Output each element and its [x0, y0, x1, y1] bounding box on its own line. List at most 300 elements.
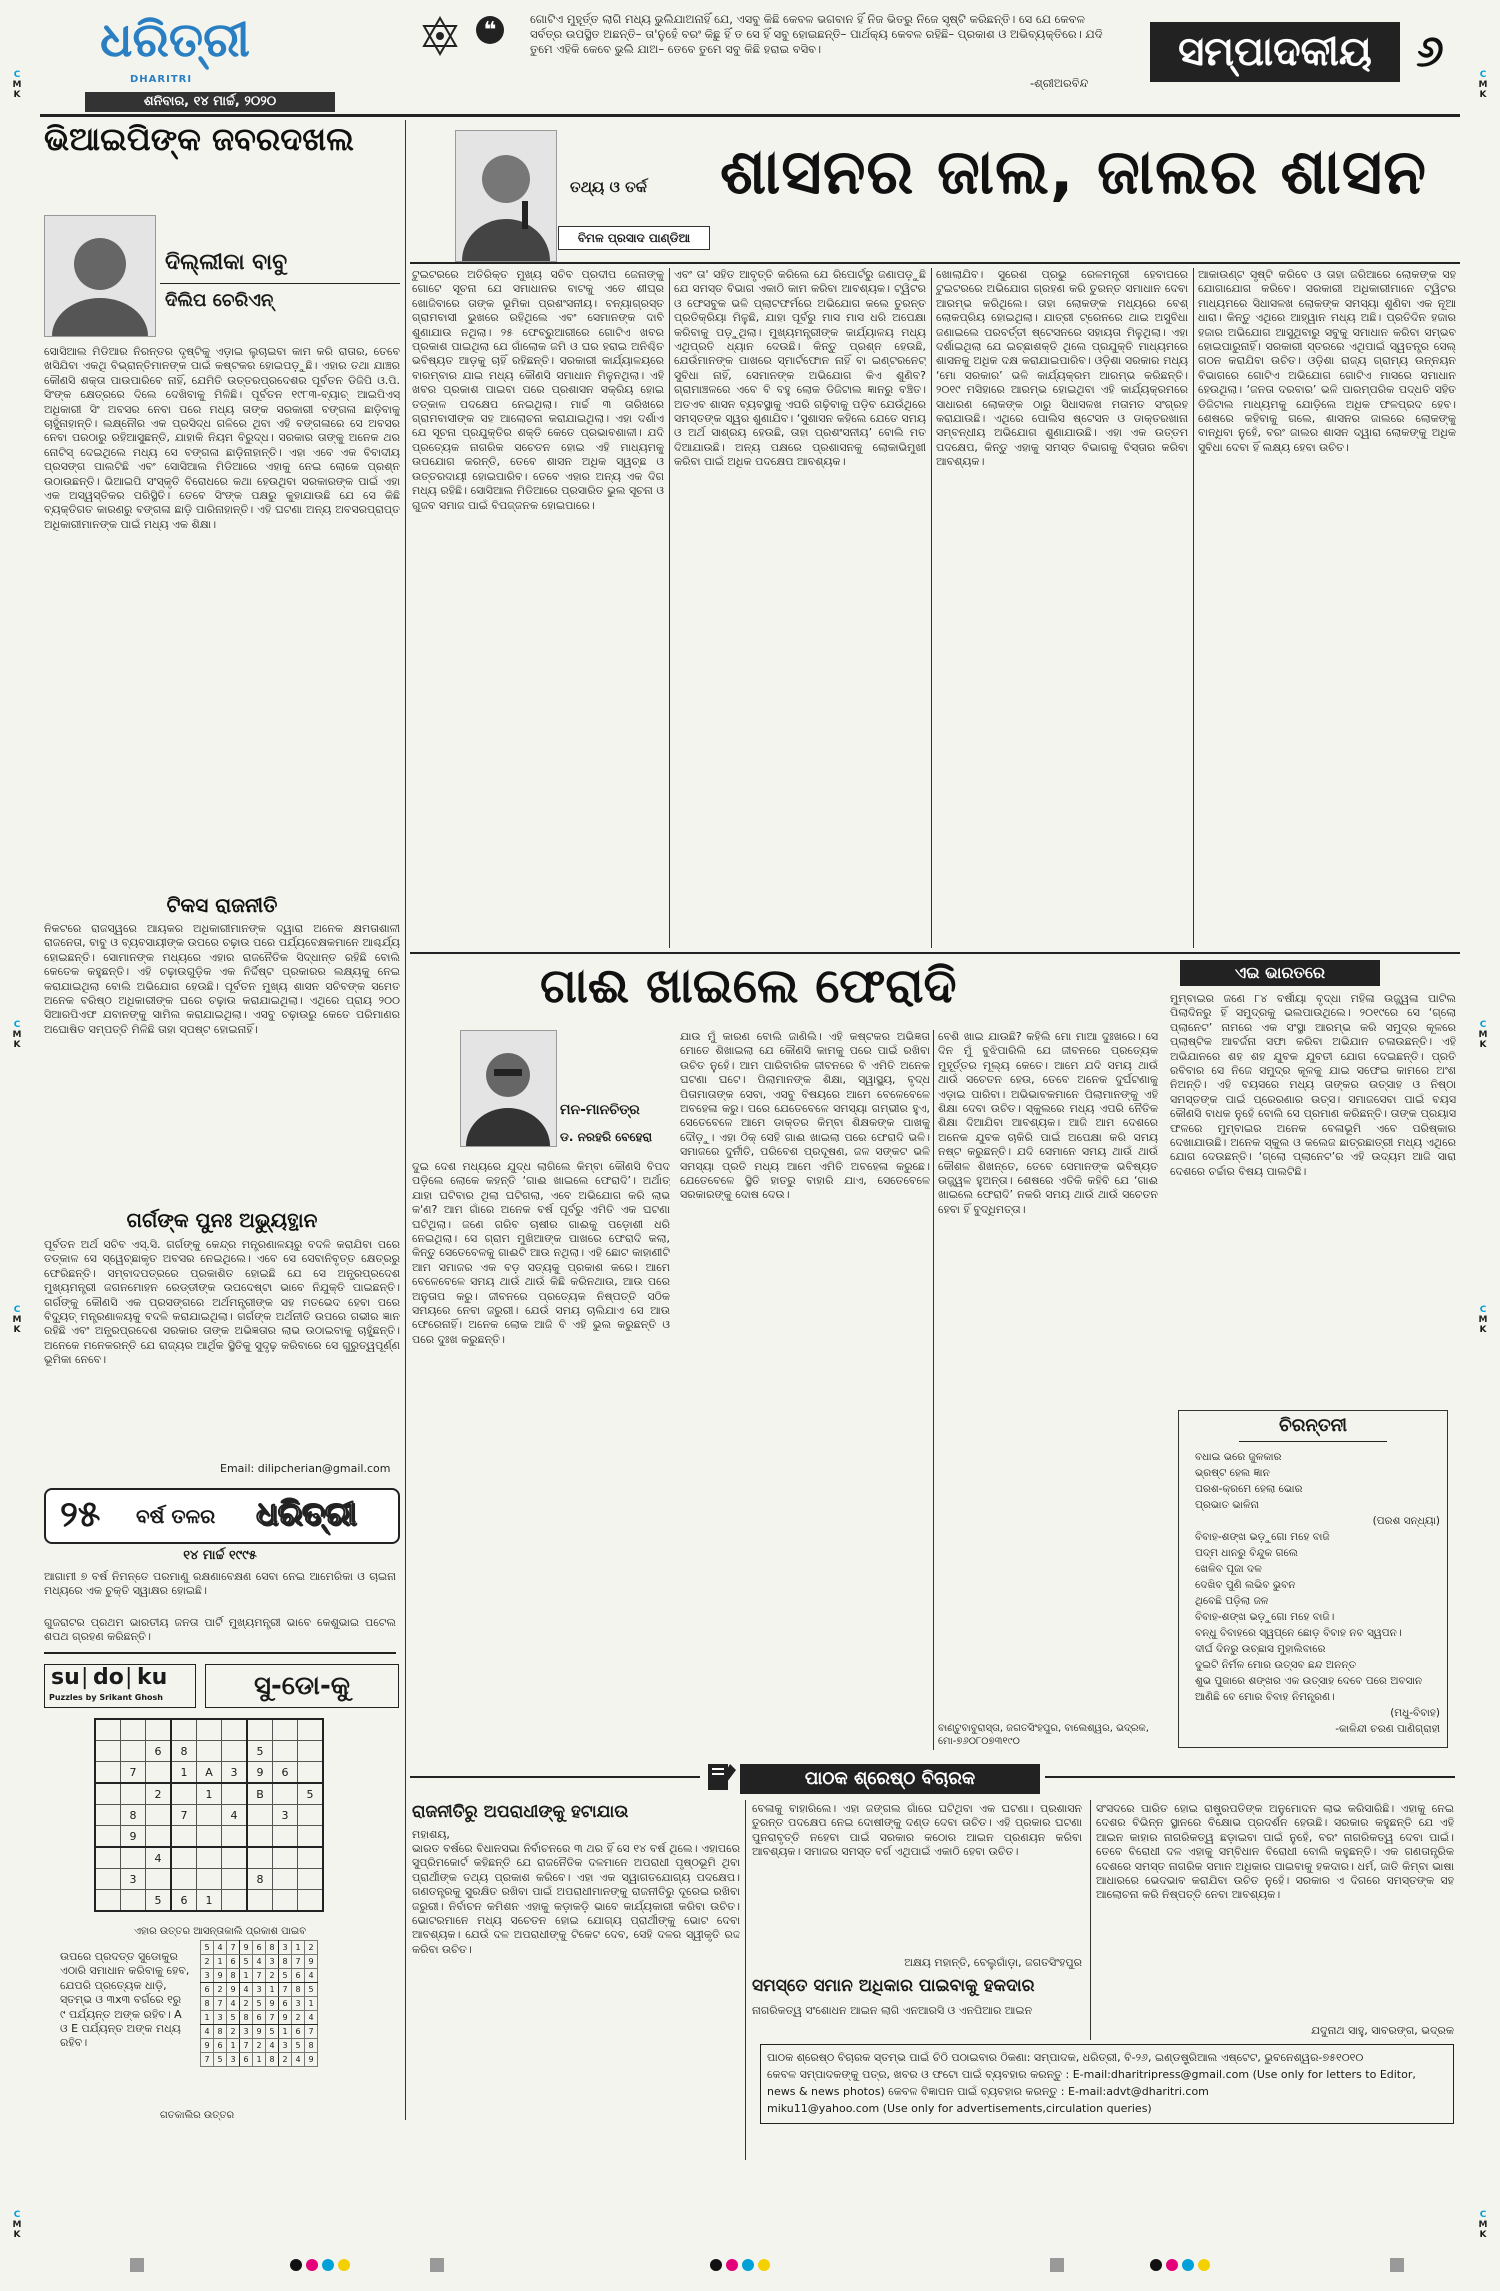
- sudoku-cell[interactable]: [171, 1783, 197, 1805]
- solution-cell: 7: [279, 1983, 292, 1997]
- sudoku-cell[interactable]: 8: [247, 1869, 273, 1890]
- vip-body-2: ନିକଟରେ ରାଜସ୍ୱରେ ଆୟକର ଅଧିକାରୀମାନଙ୍କ ଦ୍ୱାରା ଅନେକ କ୍ଷମତାଶାଳୀ ରାଜନେତା, ବାବୁ ଓ ବ୍ୟବସାୟୀଙ୍କ ଉପରେ ଚଢ଼ାଉ ପରେ ପର୍ଯ୍ୟବେକ୍ଷକମାନେ ଆଶ୍ଚର୍ଯ୍ୟ ହୋଇଛନ୍ତି। ସୋମାନଙ୍କ ମଧ୍ୟରେ ଏହାର ରାଜନୈତିକ ସିଦ୍ଧାନ୍ତ ରହିଛି ବୋଲି କେତେକ କହୁଛନ୍ତି। ଏହି ଚଢ଼ାଉଗୁଡ଼ିକ ଏକ ନିର୍ଦ୍ଦିଷ୍ଟ ପ୍ରକାରର ଲକ୍ଷ୍ୟକୁ ନେଇ କରାଯାଇଥିଲା ବୋଲି ଅଭିଯୋଗ ହେଉଛି। ପୂର୍ବତନ ମୁଖ୍ୟ ଶାସନ ସଚିବଙ୍କ ସମେତ ଅନେକ ବରିଷ୍ଠ ଅଧିକାରୀଙ୍କ ଘରେ ଚଢ଼ାଉ କରାଯାଇଥିଲା। ଏଥିରେ ପ୍ରାୟ ୨୦୦ ସିଆରପିଏଫ ଯବାନଙ୍କୁ ସାମିଲ କରାଯାଇଥିଲା। ଏସବୁ ଚଢ଼ାଉରୁ କେତେ ପରିମାଣର ଅଘୋଷିତ ସମ୍ପତ୍ତି ମିଳିଛି ତାହା ସ୍ପଷ୍ଟ ହୋଇନାହିଁ।: [44, 922, 400, 1036]
- solution-cell: 5: [214, 2053, 227, 2067]
- sudoku-grid-wrap: [94, 1718, 324, 1912]
- solution-cell: 4: [214, 1941, 227, 1955]
- solution-cell: 5: [266, 2025, 279, 2039]
- solution-cell: 8: [214, 2025, 227, 2039]
- sudoku-cell[interactable]: [298, 1805, 324, 1826]
- sudoku-cell[interactable]: [95, 1890, 121, 1912]
- solution-cell: 4: [240, 1983, 253, 1997]
- poem-line: ଆଣିଛି ବେ ମୋର ବିବାହ ନିମନ୍ତ୍ରଣ।: [1195, 1691, 1335, 1703]
- vip-body-1: ସୋସିଆଲ ମିଡିଆର ନିରନ୍ତର ଦୃଷ୍ଟିକୁ ଏଡ଼ାଇ ଲୁଚାଇବା କାମ କରି ରାତାର, ତେବେ ଖସିଯିବା ଏକଥି ବିଭ୍ରାନ୍ତିମାନଙ୍କ ପାଇଁ କଷ୍ଟକର ହୋଇପଡ଼ୁଛି। ଏହାର ତଥା ଯାଞ୍ଚର କୌଣସି ଶକ୍ତା ପାଉପାରିବେ ନାହିଁ, ଯେମିତି ଉତ୍ତରପ୍ରଦେଶର ପୂର୍ବତନ ଡିଜିପି ଓ.ପି. ସିଂଙ୍କ କ୍ଷେତ୍ରରେ ଦିଲେ ଦେଖିବାକୁ ମିଳିଛି। ପୂର୍ବତନ ୧୯୮୩-ବ୍ୟାଚ୍ ଆଇପିଏସ୍ ଅଧିକାରୀ ସିଂ ଅବସର ନେବା ପରେ ମଧ୍ୟ ତାଙ୍କ ସରକାରୀ ବଙ୍ଗଳା ଛାଡ଼ିବାକୁ ଚାହୁଁନାହାନ୍ତି। ଲକ୍ଷ୍ନୌର ଏକ ପ୍ରସିଦ୍ଧ ଗଳିରେ ଥିବା ଏହି ବଙ୍ଗଳାରେ ସେ ଅବସର ନେବା ପରଠାରୁ ରହିଆସୁଛନ୍ତି, ଯାହାକି ନିୟମ ବିରୁଦ୍ଧ। ସରକାର ତାଙ୍କୁ ଅନେକ ଥର ନୋଟିସ୍ ଦେଇଥିଲେ ମଧ୍ୟ ସେ ବଙ୍ଗଳା ଛାଡ଼ିନାହାନ୍ତି। ଏହା ଏବେ ଏକ ବିବାଦୀୟ ପ୍ରସଙ୍ଗ ପାଲଟିଛି ଏବଂ ସୋସିଆଲ ମିଡିଆରେ ଏହାକୁ ନେଇ ଲୋକେ ପ୍ରଶ୍ନ ଉଠାଉଛନ୍ତି। ଭିଆଇପି ସଂସ୍କୃତି ବିରୋଧରେ କଥା ହେଉଥିବା ସରକାରଙ୍କ ପାଇଁ ଏହା ଏକ ଅସ୍ୱସ୍ତିକର ପରିସ୍ଥିତି। ତେବେ ସିଂଙ୍କ ପକ୍ଷରୁ କୁହାଯାଉଛି ଯେ ସେ କିଛି ବ୍ୟକ୍ତିଗତ କାରଣରୁ ବଙ୍ଗଳା ଛାଡ଼ି ପାରିନାହାନ୍ତି। ଏହି ଘଟଣା ଅନ୍ୟ ଅବସରପ୍ରାପ୍ତ ଅଧିକାରୀମାନଙ୍କ ପାଇଁ ମଧ୍ୟ ଏକ ଶିକ୍ଷା।: [44, 345, 400, 531]
- solution-cell: 1: [253, 2053, 266, 2067]
- registration-mark: C M K: [1478, 2210, 1488, 2240]
- sudoku-cell[interactable]: 6: [273, 1762, 298, 1784]
- sudoku-cell[interactable]: 3: [121, 1869, 146, 1890]
- poem-line: -କାଳିନ୍ଦୀ ଚରଣ ପାଣିଗ୍ରାହୀ: [1335, 1723, 1440, 1735]
- sudoku-cell[interactable]: [273, 1826, 298, 1848]
- sudoku-cell[interactable]: 1: [197, 1890, 222, 1912]
- solution-cell: 9: [266, 1997, 279, 2011]
- solution-cell: 5: [305, 1983, 318, 1997]
- sudoku-cell[interactable]: [197, 1741, 222, 1762]
- solution-cell: 3: [253, 1983, 266, 1997]
- sudoku-cell[interactable]: [121, 1890, 146, 1912]
- ei-bharatare-body: ମୁମ୍ବାଇର ଜଣେ ୮୪ ବର୍ଷୀୟା ବୃଦ୍ଧା ମହିଳା ଉଜ୍ଜ୍ୱଳା ପାଟିଲ ପିଲାଦିନରୁ ହିଁ ସମୁଦ୍ରକୁ ଭଲପାଉଥିଲେ। ୨୦୧୯ରେ ସେ ‘ଗ୍ଲୋ ପ୍ଲାନେଟ’ ନାମରେ ଏକ ସଂସ୍ଥା ଆରମ୍ଭ କରି ସମୁଦ୍ର କୂଳରେ ପ୍ଲାଷ୍ଟିକ ଆବର୍ଜନା ସଫା କରିବା ଅଭିଯାନ ଚଳାଉଛନ୍ତି। ଏହି ଅଭିଯାନରେ ଶହ ଶହ ଯୁବକ ଯୁବତୀ ଯୋଗ ଦେଇଛନ୍ତି। ପ୍ରତି ରବିବାର ସେ ନିଜେ ସମୁଦ୍ର କୂଳକୁ ଯାଇ ସଫେଇ କାମରେ ଅଂଶ ନିଅନ୍ତି। ଏହି ବୟସରେ ମଧ୍ୟ ତାଙ୍କର ଉତ୍ସାହ ଓ ନିଷ୍ଠା ସମସ୍ତଙ୍କ ପାଇଁ ପ୍ରେରଣାର ଉତ୍ସ। ସମାଜସେବା ପାଇଁ ବୟସ କୌଣସି ବାଧକ ନୁହେଁ ବୋଲି ସେ ପ୍ରମାଣ କରିଛନ୍ତି। ତାଙ୍କ ପ୍ରୟାସ ଫଳରେ ମୁମ୍ବାଇର ଅନେକ ବେଳାଭୂମି ଏବେ ପରିଷ୍କାର ଦେଖାଯାଉଛି। ଅନେକ ସ୍କୁଲ ଓ କଲେଜ ଛାତ୍ରଛାତ୍ରୀ ମଧ୍ୟ ଏଥିରେ ଯୋଗ ଦେଉଛନ୍ତି। ‘ଗ୍ଲୋ ପ୍ଲାନେଟ’ର ଏହି ଉଦ୍ୟମ ଆଜି ସାରା ଦେଶରେ ଚର୍ଚ୍ଚାର ବିଷୟ ପାଲଟିଛି।: [1170, 992, 1456, 1178]
- poem-line: ବନ୍ଧୁ ବିବାହରେ ସ୍ୱପ୍ନେ ଛୋଡ଼ ବିବାହ ନବ ସ୍ୱପନ।: [1195, 1627, 1402, 1639]
- solution-row: [201, 2053, 318, 2067]
- poem-line: ଶୁଭ ପୁଜାରେ ଶଙ୍ଖର ଏକ ଉତ୍ସାହ ଦେବେ ପରେ ଅବସାନ: [1195, 1675, 1423, 1687]
- sudoku-solution-grid: [200, 1940, 318, 2067]
- column-name: ମନ-ମାନଚିତ୍ର: [560, 1102, 640, 1118]
- poem-line: ବିବାହ-ଶଙ୍ଖ ଭଡ଼ୁଗୋ ମହେ ବାଜି: [1195, 1531, 1330, 1543]
- letter1-title: ରାଜନୀତିରୁ ଅପରାଧୀଙ୍କୁ ହଟାଯାଉ: [412, 1802, 629, 1822]
- solution-cell: 6: [253, 1941, 266, 1955]
- solution-cell: 4: [292, 2053, 305, 2067]
- sudoku-row: [95, 1805, 323, 1826]
- solution-cell: 1: [279, 2025, 292, 2039]
- registration-mark: C M K: [12, 1020, 22, 1050]
- sudoku-cell[interactable]: [171, 1869, 197, 1890]
- past25-banner: [44, 1488, 400, 1544]
- author-email[interactable]: Email: dilipcherian@gmail.com: [220, 1462, 391, 1475]
- solution-cell: 2: [305, 1941, 318, 1955]
- author-name: ଡ. ନରହରି ବେହେରା: [560, 1130, 653, 1144]
- solution-row: [201, 2025, 318, 2039]
- solution-cell: 6: [292, 2025, 305, 2039]
- past25-logo: ଧରିତ୍ରୀ: [256, 1494, 356, 1532]
- gai-author-address: ବାଣ୍ଟୁବାବୁରାସ୍ତା, ଜଗତସିଂହପୁର, ବାଲେଶ୍ୱର, ଭଦ୍ରକ, ମୋ-୭୬୦୮୦୭୩୧୯୦: [938, 1723, 1149, 1747]
- sudoku-logo-do: do: [93, 1665, 124, 1690]
- sudoku-cell[interactable]: 7: [121, 1762, 146, 1784]
- sudoku-row: [95, 1847, 323, 1869]
- sudoku-cell[interactable]: [298, 1741, 324, 1762]
- solution-cell: 3: [279, 1941, 292, 1955]
- quote-author: -ଶ୍ରୀଅରବିନ୍ଦ: [1030, 76, 1089, 90]
- solution-cell: 8: [240, 2011, 253, 2025]
- sudoku-cell[interactable]: [95, 1783, 121, 1805]
- sudoku-cell[interactable]: [222, 1826, 248, 1848]
- column-rule: [669, 268, 670, 948]
- poem-line: ଦୀର୍ଘ ଦିନରୁ ଉଚ୍ଛାସ ମୁହାଲିବାରେ: [1195, 1643, 1326, 1655]
- column-rule: [745, 1800, 746, 2160]
- solution-cell: 6: [214, 2039, 227, 2053]
- masthead-rule: [40, 114, 1460, 117]
- solution-cell: 4: [266, 2039, 279, 2053]
- readers-title: ପାଠକ ଶ୍ରେଷ୍ଠ ବିଚାରକ: [740, 1764, 1040, 1794]
- poem-line: (ପରଶ ସନ୍ଧ୍ୟା): [1372, 1515, 1440, 1527]
- solution-cell: 3: [227, 2053, 240, 2067]
- solution-cell: 4: [253, 1955, 266, 1969]
- poem-line: ଭ୍ରଷ୍ଟ ହେଲ ଜ୍ଞାନ: [1195, 1467, 1270, 1479]
- solution-row: [201, 1941, 318, 1955]
- sudoku-logo: [44, 1664, 196, 1708]
- author-name: ବିମଳ ପ୍ରସାଦ ପାଣ୍ଡିଆ: [558, 226, 710, 250]
- sudoku-cell[interactable]: [273, 1783, 298, 1805]
- solution-row: [201, 2039, 318, 2053]
- registration-mark: C M K: [12, 1305, 22, 1335]
- solution-row: [201, 1969, 318, 1983]
- sudoku-cell[interactable]: [247, 1719, 273, 1741]
- sudoku-cell[interactable]: 6: [146, 1741, 172, 1762]
- sudoku-cell[interactable]: [197, 1826, 222, 1848]
- author-name: ଦିଲିପ ଚେରିଏନ୍: [165, 290, 274, 311]
- sudoku-cell[interactable]: 8: [121, 1805, 146, 1826]
- sudoku-cell[interactable]: [298, 1719, 324, 1741]
- sudoku-cell[interactable]: [171, 1826, 197, 1848]
- sudoku-cell[interactable]: [95, 1741, 121, 1762]
- masthead: [0, 0, 1500, 115]
- registration-mark: C M K: [12, 70, 22, 100]
- solution-cell: 2: [201, 1955, 214, 1969]
- solution-cell: 9: [214, 1969, 227, 1983]
- footer-box: [760, 2044, 1454, 2124]
- sudoku-cell[interactable]: 7: [171, 1805, 197, 1826]
- sudoku-cell[interactable]: 4: [222, 1805, 248, 1826]
- solution-cell: 6: [227, 1955, 240, 1969]
- sudoku-cell[interactable]: [247, 1805, 273, 1826]
- solution-cell: 1: [214, 1955, 227, 1969]
- solution-cell: 9: [279, 2011, 292, 2025]
- subhead-garg: ଗର୍ଗଙ୍କ ପୁନଃ ଅଭ୍ୟୁତ୍ଥାନ: [126, 1208, 318, 1232]
- sudoku-cell[interactable]: [121, 1741, 146, 1762]
- solution-cell: 7: [253, 1969, 266, 1983]
- poem-line: ଦୁଇଟି ନିର୍ମଳ ମୋର ଉତ୍ସବ ଛନ୍ଦ ଅନନ୍ତ: [1195, 1659, 1357, 1671]
- sudoku-odia-title: ସୁ-ଡୋ-କୁ: [205, 1664, 399, 1708]
- sudoku-cell[interactable]: [298, 1847, 324, 1869]
- solution-cell: 1: [201, 2011, 214, 2025]
- sudoku-cell[interactable]: 9: [121, 1826, 146, 1848]
- solution-cell: 9: [240, 1941, 253, 1955]
- poem-line: ପଦ୍ମ ଧାନରୁ ବିନ୍ଦୁକ ଗଲେ: [1195, 1547, 1298, 1559]
- poem-line: ଦେଖିବ ପୁଣି ଲଭିବ ଭୁବନ: [1195, 1579, 1296, 1591]
- sudoku-cell[interactable]: [273, 1890, 298, 1912]
- divider: [44, 1652, 396, 1654]
- sudoku-cell[interactable]: 4: [146, 1847, 172, 1869]
- sudoku-cell[interactable]: 3: [222, 1762, 248, 1784]
- sudoku-cell[interactable]: [247, 1890, 273, 1912]
- sudoku-row: [95, 1869, 323, 1890]
- sudoku-cell[interactable]: [146, 1869, 172, 1890]
- solution-cell: 1: [266, 1983, 279, 1997]
- solution-cell: 2: [266, 1969, 279, 1983]
- solution-cell: 7: [266, 2011, 279, 2025]
- column-rule: [931, 268, 932, 948]
- solution-cell: 6: [292, 1969, 305, 1983]
- sudoku-cell[interactable]: [222, 1890, 248, 1912]
- solution-cell: 5: [240, 1955, 253, 1969]
- column-name: ଦିଲ୍ଲୀକା ବାବୁ: [165, 250, 288, 275]
- author-photo: [460, 1030, 557, 1147]
- solution-cell: 3: [266, 1955, 279, 1969]
- sudoku-cell[interactable]: [222, 1741, 248, 1762]
- sudoku-cell[interactable]: 1: [171, 1762, 197, 1784]
- letter2-title: ସମସ୍ତେ ସମାନ ଅଧିକାର ପାଇବାକୁ ହକଦାର: [752, 1976, 1035, 1996]
- sudoku-cell[interactable]: [171, 1719, 197, 1741]
- author-photo: [44, 215, 156, 337]
- sudoku-row: [95, 1826, 323, 1848]
- sudoku-cell[interactable]: 1: [197, 1783, 222, 1805]
- registration-mark: C M K: [1478, 70, 1488, 100]
- footer-circulation-email[interactable]: miku11@yahoo.com (Use only for advertisements,circulation queries): [767, 2102, 1152, 2115]
- sudoku-cell[interactable]: [95, 1805, 121, 1826]
- solution-cell: 3: [201, 1969, 214, 1983]
- divider: [410, 262, 1460, 264]
- sudoku-instructions: ଉପରେ ପ୍ରଦତ୍ତ ସୁଡୋକୁର ଏଠାରି ସମାଧାନ କରିବାକୁ ହେବ, ଯେପରି ପ୍ରତ୍ୟେକ ଧାଡ଼ି, ସ୍ତମ୍ଭ ଓ ୩x୩ ବର୍ଗରେ ୧ରୁ ୯ ପର୍ଯ୍ୟନ୍ତ ଅଙ୍କ ରହିବ। A ଓ E ପର୍ଯ୍ୟନ୍ତ ଅଙ୍କ ମଧ୍ୟ ରହିବ।: [60, 1950, 190, 2050]
- solution-cell: 5: [279, 1969, 292, 1983]
- poem-line: ବିବାହ-ଶଙ୍ଖ ଭଡ଼ୁଗୋ ମହେ ବାଜି।: [1195, 1611, 1335, 1623]
- solution-cell: 3: [214, 2011, 227, 2025]
- past25-item: ଆଗାମୀ ୭ ବର୍ଷ ନିମନ୍ତେ ପରମାଣୁ ରକ୍ଷଣାବେକ୍ଷଣ ସେବା ନେଇ ଆମେରିକା ଓ ଚାଇନା ମଧ୍ୟରେ ଏକ ଚୁକ୍ତି ସ୍ୱାକ୍ଷର ହୋଇଛି।: [44, 1570, 396, 1598]
- letter1-author: ଅକ୍ଷୟ ମହାନ୍ତି, ବେଲୁଗାଁଡ଼ା, ଜଗତସିଂହପୁର: [904, 1956, 1082, 1969]
- letter1-body-cont: ବେଳାକୁ ବାହାରିଲେ। ଏହା ଜଙ୍ଗଲ ଗାଁରେ ଘଟିଥିବା ଏକ ଘଟଣା। ପ୍ରଶାସନ ତୁରନ୍ତ ପଦକ୍ଷେପ ନେଇ ଦୋଷୀଙ୍କୁ ଦଣ୍ଡ ଦେବା ଉଚିତ। ଏହି ପ୍ରକାର ଘଟଣା ପୁନରାବୃତ୍ତି ନହେବା ପାଇଁ ସରକାର କଠୋର ଆଇନ ପ୍ରଣୟନ କରିବା ଆବଶ୍ୟକ। ସମାଜର ସମସ୍ତ ବର୍ଗ ଏଥିପାଇଁ ଏକାଠି ହେବା ଉଚିତ।: [752, 1802, 1082, 1859]
- solution-cell: 2: [214, 1983, 227, 1997]
- sudoku-cell[interactable]: [146, 1805, 172, 1826]
- solution-cell: 8: [227, 1969, 240, 1983]
- sudoku-cell[interactable]: 6: [171, 1890, 197, 1912]
- poem-line: ପ୍ରଭାତ ଭାଳିନା: [1195, 1499, 1259, 1511]
- solution-cell: 5: [292, 2039, 305, 2053]
- solution-cell: 7: [240, 2039, 253, 2053]
- sudoku-solution-wrap: [200, 1940, 318, 2067]
- solution-cell: 6: [253, 2011, 266, 2025]
- solution-cell: 4: [305, 2011, 318, 2025]
- solution-cell: 9: [253, 2025, 266, 2039]
- sudoku-cell[interactable]: [247, 1847, 273, 1869]
- sudoku-grid: [94, 1718, 324, 1912]
- vip-body-3: ପୂର୍ବତନ ଅର୍ଥ ସଚିବ ଏସ୍.ସି. ଗର୍ଗଙ୍କୁ କେନ୍ଦ୍ର ମନ୍ତ୍ରଣାଳୟରୁ ବଦଳି କରାଯିବା ପରେ ତତ୍କାଳ ସେ ସ୍ୱେଚ୍ଛାକୃତ ଅବସର ନେଇଥିଲେ। ଏବେ ସେ ସେବାନିବୃତ୍ତ କ୍ଷେତ୍ରରୁ ଫେରିଛନ୍ତି। ସମ୍ବାଦପତ୍ରରେ ପ୍ରକାଶିତ ହୋଇଛି ଯେ ସେ ଅନ୍ଧ୍ରପ୍ରଦେଶ ମୁଖ୍ୟମନ୍ତ୍ରୀ ଜଗନମୋହନ ରେଡ୍ଡୀଙ୍କ ଉପଦେଷ୍ଟା ଭାବେ ନିଯୁକ୍ତି ପାଇଛନ୍ତି। ଗର୍ଗଙ୍କୁ କୌଣସି ଏକ ପ୍ରସଙ୍ଗରେ ଅର୍ଥମନ୍ତ୍ରୀଙ୍କ ସହ ମତଭେଦ ହେବା ପରେ ବିଦ୍ୟୁତ୍ ମନ୍ତ୍ରଣାଳୟକୁ ବଦଳି କରାଯାଇଥିଲା। ଗର୍ଗଙ୍କ ଅର୍ଥନୀତି ଉପରେ ଗଭୀର ଜ୍ଞାନ ରହିଛି ଏବଂ ଅନ୍ଧ୍ରପ୍ରଦେଶ ସରକାର ତାଙ୍କ ଅଭିଜ୍ଞତାର ଲାଭ ଉଠାଇବାକୁ ଚାହୁଁଛନ୍ତି। ଅନେକେ ମନେକରନ୍ତି ଯେ ରାଜ୍ୟର ଆର୍ଥିକ ସ୍ଥିତିକୁ ସୁଦୃଢ଼ କରିବାରେ ସେ ଗୁରୁତ୍ୱପୂର୍ଣ୍ଣ ଭୂମିକା ନେବେ।: [44, 1238, 400, 1367]
- divider: [1239, 1441, 1387, 1442]
- gai-col-3: ବେଶି ଖାଇ ଯାଉଛି? କହିଲି ମୋ ମାଆ ଦୁଃଖରେ। ସେ ଦିନ ମୁଁ ବୁଝିପାରିଲି ଯେ ଜୀବନରେ ପ୍ରତ୍ୟେକ ମୁହୂର୍ତ୍ତର ମୂଲ୍ୟ କେତେ। ଆମେ ଯଦି ସମୟ ଥାଉଁ ଥାଉଁ ସଚେତନ ହେଉ, ତେବେ ଅନେକ ଦୁର୍ଘଟଣାକୁ ଏଡ଼ାଇ ପାରିବା। ଅଭିଭାବକମାନେ ପିଲାମାନଙ୍କୁ ଏହି ଶିକ୍ଷା ଦେବା ଉଚିତ। ସ୍କୁଲରେ ମଧ୍ୟ ଏପରି ନୈତିକ ଶିକ୍ଷା ଦିଆଯିବା ଆବଶ୍ୟକ। ଆଜି ଆମ ଦେଶରେ ଅନେକ ଯୁବକ ଚାକିରି ପାଇଁ ଅପେକ୍ଷା କରି ସମୟ ନଷ୍ଟ କରୁଛନ୍ତି। ଯଦି ସେମାନେ ସମୟ ଥାଉଁ ଥାଉଁ କୌଶଳ ଶିଖନ୍ତେ, ତେବେ ସେମାନଙ୍କ ଭବିଷ୍ୟତ ଉଜ୍ଜ୍ୱଳ ହୁଅନ୍ତା। ଶେଷରେ ଏତିକି କହିବି ଯେ ‘ଗାଈ ଖାଇଲେ ଫେରାଦି’ ନକରି ସମୟ ଥାଉଁ ଥାଉଁ ସଚେତନ ହେବା ହିଁ ବୁଦ୍ଧିମତ୍ତା।: [938, 1030, 1158, 1216]
- sudoku-logo-divider: |: [125, 1665, 133, 1690]
- sudoku-credit: Puzzles by Srikant Ghosh: [49, 1693, 163, 1702]
- solution-cell: 2: [279, 2053, 292, 2067]
- chirantani-title: ଚିରନ୍ତନୀ: [1278, 1415, 1347, 1436]
- sudoku-cell[interactable]: [95, 1826, 121, 1848]
- solution-cell: 7: [305, 2025, 318, 2039]
- solution-cell: 5: [253, 1997, 266, 2011]
- vip-headline: ଭିଆଇପିଙ୍କ ଜବରଦଖଲ: [44, 120, 354, 158]
- poem-line: ଥିବେଛି ପଡ଼ିଲା ଜଳ: [1195, 1595, 1269, 1607]
- poem-line: ଖେଳିବ ପୂଜା ଦଳ: [1195, 1563, 1262, 1575]
- sudoku-cell[interactable]: [197, 1805, 222, 1826]
- solution-cell: 9: [305, 1955, 318, 1969]
- chirantani-box: [1178, 1410, 1448, 1748]
- sudoku-cell[interactable]: [121, 1847, 146, 1869]
- solution-cell: 8: [201, 1997, 214, 2011]
- sudoku-cell[interactable]: [222, 1847, 248, 1869]
- sudoku-answer-note: ଏହାର ଉତ୍ତର ଆସନ୍ତାକାଲି ପ୍ରକାଶ ପାଇବ: [133, 1926, 307, 1937]
- print-color-bar: [0, 2250, 1500, 2280]
- sudoku-logo-su: su: [51, 1665, 80, 1690]
- solution-cell: 1: [240, 1969, 253, 1983]
- shasana-col-3: ଖୋଲାଯିବ। ସୁରେଶ ପ୍ରଭୁ ରେଳମନ୍ତ୍ରୀ ହେବାପରେ ଟୁଇଟରରେ ଅଭିଯୋଗ ଗ୍ରହଣ କରି ତୁରନ୍ତ ସମାଧାନ ଦେବା ଆରମ୍ଭ କରିଥିଲେ। ତାହା ଲୋକଙ୍କ ମଧ୍ୟରେ ବେଶ୍ ଲୋକପ୍ରିୟ ହୋଇଥିଲା। ଯାତ୍ରୀ ଟ୍ରେନରେ ଥାଇ ଅସୁବିଧା ଜଣାଇଲେ ପରବର୍ତ୍ତୀ ଷ୍ଟେସନରେ ସହାୟତା ମିଳୁଥିଲା। ଏହା ଦର୍ଶାଇଥିଲା ଯେ ଇଚ୍ଛାଶକ୍ତି ଥିଲେ ପ୍ରଯୁକ୍ତି ମାଧ୍ୟମରେ ଶାସନକୁ ଅଧିକ ଦକ୍ଷ କରାଯାଇପାରିବ। ଓଡ଼ିଶା ସରକାର ମଧ୍ୟ ‘ମୋ ସରକାର’ ଭଳି କାର୍ଯ୍ୟକ୍ରମ ଆରମ୍ଭ କରିଛନ୍ତି। ୨୦୧୯ ମସିହାରେ ଆରମ୍ଭ ହୋଇଥିବା ଏହି କାର୍ଯ୍ୟକ୍ରମରେ ସାଧାରଣ ଲୋକଙ୍କ ଠାରୁ ସିଧାସଳଖ ମତାମତ ସଂଗ୍ରହ କରାଯାଉଛି। ଏଥିରେ ପୋଲିସ ଷ୍ଟେସନ ଓ ଡାକ୍ତରଖାନା ସମ୍ବନ୍ଧୀୟ ଅଭିଯୋଗ ଶୁଣାଯାଉଛି। ଏହା ଏକ ଉତ୍ତମ ପଦକ୍ଷେପ, କିନ୍ତୁ ଏହାକୁ ସମସ୍ତ ବିଭାଗକୁ ବିସ୍ତାର କରିବା ଆବଶ୍ୟକ।: [936, 268, 1188, 469]
- author-photo: [455, 130, 557, 262]
- sudoku-cell[interactable]: [95, 1847, 121, 1869]
- footer-editor-email[interactable]: କେବଳ ସମ୍ପାଦକଙ୍କୁ ପତ୍ର, ଖବର ଓ ଫଟୋ ପାଇଁ ବ୍ୟବହାର କରନ୍ତୁ : E-mail:dharitripress@gmail.com (Use only for letters to Editor,: [767, 2068, 1416, 2081]
- solution-cell: 8: [266, 1941, 279, 1955]
- solution-cell: 1: [227, 2039, 240, 2053]
- solution-cell: 4: [201, 2025, 214, 2039]
- sudoku-row: [95, 1762, 323, 1784]
- divider: [410, 952, 1460, 954]
- sudoku-cell[interactable]: B: [247, 1783, 273, 1805]
- solution-cell: 8: [279, 1955, 292, 1969]
- sudoku-cell[interactable]: [121, 1783, 146, 1805]
- dharitri-logo: ଧରିତ୍ରୀ: [100, 12, 250, 68]
- sudoku-cell[interactable]: [247, 1826, 273, 1848]
- sudoku-cell[interactable]: 3: [273, 1805, 298, 1826]
- footer-advt-email[interactable]: news & news photos) କେବଳ ବିଜ୍ଞାପନ ପାଇଁ ବ୍ୟବହାର କରନ୍ତୁ : E-mail:advt@dharitri.com: [767, 2085, 1209, 2098]
- sudoku-cell[interactable]: [146, 1719, 172, 1741]
- sudoku-cell[interactable]: 8: [171, 1741, 197, 1762]
- sudoku-cell[interactable]: [273, 1847, 298, 1869]
- sudoku-cell[interactable]: 5: [146, 1890, 172, 1912]
- solution-cell: 2: [253, 2039, 266, 2053]
- sudoku-row: [95, 1890, 323, 1912]
- solution-cell: 9: [227, 1983, 240, 1997]
- registration-mark: C M K: [1478, 1305, 1488, 1335]
- past25-date: ୧୪ ମାର୍ଚ୍ଚ ୧୯୯୫: [183, 1548, 257, 1563]
- date-bar: ଶନିବାର, ୧୪ ମାର୍ଚ୍ଚ, ୨୦୨୦: [85, 92, 335, 112]
- solution-row: [201, 1955, 318, 1969]
- sudoku-cell[interactable]: [146, 1826, 172, 1848]
- solution-cell: 6: [240, 2053, 253, 2067]
- solution-row: [201, 1997, 318, 2011]
- gai-col-2: ଯାଉ ମୁଁ କାରଣ ବୋଲି ଜାଣିଲି। ଏହି କଷ୍ଟକର ଅଭିଜ୍ଞତା ମୋତେ ଶିଖାଇଲା ଯେ କୌଣସି କାମକୁ ପରେ ପାଇଁ ରଖିବା ଉଚିତ ନୁହେଁ। ଆମ ପାରିବାରିକ ଜୀବନରେ ବି ଏମିତି ଅନେକ ଘଟଣା ଘଟେ। ପିଲାମାନଙ୍କ ଶିକ୍ଷା, ସ୍ୱାସ୍ଥ୍ୟ, ବୃଦ୍ଧ ପିତାମାତାଙ୍କ ସେବା, ଏସବୁ ବିଷୟରେ ଆମେ ବେଳେବେଳେ ଅବହେଳା କରୁ। ପରେ ଯେତେବେଳେ ସମସ୍ୟା ଗମ୍ଭୀର ହୁଏ, ସେତେବେଳେ ଆମେ ଡାକ୍ତର କିମ୍ବା ଶିକ୍ଷକଙ୍କ ପାଖକୁ ଦୌଡ଼ୁ। ଏହା ଠିକ୍ ସେହି ଗାଈ ଖାଇଲା ପରେ ଫେରାଦି ଭଳି। ସମାଜରେ ଦୁର୍ନୀତି, ପରିବେଶ ପ୍ରଦୂଷଣ, ଜଳ ସଙ୍କଟ ଭଳି ସମସ୍ୟା ପ୍ରତି ମଧ୍ୟ ଆମେ ଏମିତି ଅବହେଳା କରୁଛେ। ଯେତେବେଳେ ସ୍ଥିତି ହାତରୁ ବାହାରି ଯାଏ, ସେତେବେଳେ ସରକାରଙ୍କୁ ଦୋଷ ଦେଉ।: [680, 1030, 930, 1202]
- column-rule: [933, 1030, 934, 1750]
- sudoku-row: [95, 1741, 323, 1762]
- sudoku-cell[interactable]: 9: [247, 1762, 273, 1784]
- sudoku-cell[interactable]: 5: [247, 1741, 273, 1762]
- sudoku-row: [95, 1719, 323, 1741]
- sudoku-logo-ku: ku: [137, 1665, 168, 1690]
- sudoku-cell[interactable]: [222, 1719, 248, 1741]
- sudoku-cell[interactable]: [197, 1719, 222, 1741]
- sudoku-cell[interactable]: [95, 1719, 121, 1741]
- solution-cell: 5: [227, 2011, 240, 2025]
- sudoku-cell[interactable]: A: [197, 1762, 222, 1784]
- sudoku-cell[interactable]: [95, 1869, 121, 1890]
- solution-cell: 1: [292, 1941, 305, 1955]
- logo-subtitle: DHARITRI: [130, 74, 193, 85]
- sudoku-logo-divider: |: [81, 1665, 89, 1690]
- sudoku-cell[interactable]: 2: [146, 1783, 172, 1805]
- gai-col-1: ଦୁଇ ଦେଶ ମଧ୍ୟରେ ଯୁଦ୍ଧ ଲାଗିଲେ କିମ୍ବା କୌଣସି ବିପଦ ପଡ଼ିଲେ ଲୋକେ କହନ୍ତି ‘ଗାଈ ଖାଇଲେ ଫେରାଦି’। ଅର୍ଥାତ୍ ଯାହା ଘଟିବାର ଥିଲା ଘଟିଗଲା, ଏବେ ଅଭିଯୋଗ କରି ଲାଭ କ'ଣ? ଆମ ଗାଁରେ ଅନେକ ବର୍ଷ ପୂର୍ବରୁ ଏମିତି ଏକ ଘଟଣା ଘଟିଥିଲା। ଜଣେ ଗରିବ ଚାଷୀର ଗାଈକୁ ପଡ଼ୋଶୀ ଧରି ନେଇଥିଲା। ସେ ଗ୍ରାମ ମୁଖିଆଙ୍କ ପାଖରେ ଫେରାଦି କଲା, କିନ୍ତୁ ସେତେବେଳକୁ ଗାଈଟି ଆଉ ନଥିଲା। ଏହି ଛୋଟ କାହାଣୀଟି ଆମ ସମାଜର ଏକ ବଡ଼ ସତ୍ୟକୁ ପ୍ରକାଶ କରେ। ଆମେ ବେଳେବେଳେ ସମୟ ଥାଉଁ ଥାଉଁ କିଛି କରିନଥାଉ, ଆଉ ପରେ ଅନୁତାପ କରୁ। ଜୀବନରେ ପ୍ରତ୍ୟେକ ନିଷ୍ପତ୍ତି ସଠିକ ସମୟରେ ନେବା ଜରୁରୀ। ଯେଉଁ ସମୟ ଚାଲିଯାଏ ସେ ଆଉ ଫେରେନାହିଁ। ଅନେକ ଲୋକ ଆଜି ବି ଏହି ଭୁଲ କରୁଛନ୍ତି ଓ ପରେ ଦୁଃଖ କରୁଛନ୍ତି।: [412, 1160, 670, 1346]
- solution-cell: 6: [201, 1983, 214, 1997]
- column-name: ତଥ୍ୟ ଓ ତର୍କ: [570, 178, 647, 196]
- shasana-col-4: ଆକାଉଣ୍ଟ ସୃଷ୍ଟି କରିବେ ଓ ତାହା ଜରିଆରେ ଲୋକଙ୍କ ସହ ଯୋଗାଯୋଗ କରିବେ। ସରକାରୀ ଅଧିକାରୀମାନେ ଟ୍ୱିଟର ମାଧ୍ୟମରେ ସିଧାସଳଖ ଲୋକଙ୍କ ସମସ୍ୟା ଶୁଣିବା ଏକ ନୂଆ ଧାରା। କିନ୍ତୁ ଏଥିରେ ଆହ୍ୱାନ ମଧ୍ୟ ଅଛି। ପ୍ରତିଦିନ ହଜାର ହଜାର ଅଭିଯୋଗ ଆସୁଥିବାରୁ ସବୁକୁ ସମାଧାନ କରିବା ସମ୍ଭବ ହୋଇପାରୁନାହିଁ। ସରକାରୀ ସ୍ତରରେ ଏଥିପାଇଁ ସ୍ୱତନ୍ତ୍ର ସେଲ୍ ଗଠନ କରାଯିବା ଉଚିତ। ଓଡ଼ିଶା ରାଜ୍ୟ ଗ୍ରାମ୍ୟ ଉନ୍ନୟନ ବିଭାଗରେ ଗୋଟିଏ ଅଭିଯୋଗ ଗୋଟିଏ ମାସରେ ସମାଧାନ ହେଉଥିଲା। ‘ଜନତା ଦରବାର’ ଭଳି ପାରମ୍ପରିକ ପଦ୍ଧତି ସହିତ ଡିଜିଟାଲ ମାଧ୍ୟମକୁ ଯୋଡ଼ିଲେ ଅଧିକ ଫଳପ୍ରଦ ହେବ। ଶେଷରେ କହିବାକୁ ଗଲେ, ଶାସନର ଜାଲରେ ଲୋକଙ୍କୁ ବାନ୍ଧିବା ନୁହେଁ, ବରଂ ଜାଲର ଶାସନ ଦ୍ୱାରା ଲୋକଙ୍କୁ ଅଧିକ ସୁବିଧା ଦେବା ହିଁ ଲକ୍ଷ୍ୟ ହେବା ଉଚିତ।: [1198, 268, 1456, 454]
- sudoku-cell[interactable]: [222, 1869, 248, 1890]
- solution-cell: 7: [292, 1955, 305, 1969]
- sudoku-prev-label: ଗତକାଲିର ଉତ୍ତର: [160, 2110, 235, 2121]
- sudoku-cell[interactable]: [197, 1847, 222, 1869]
- solution-cell: 3: [240, 2025, 253, 2039]
- sudoku-cell[interactable]: [273, 1719, 298, 1741]
- solution-cell: 8: [266, 2053, 279, 2067]
- sudoku-cell[interactable]: [273, 1741, 298, 1762]
- poem-line: ପରଶ-କ୍ରମେ ହେଲା ଭୋର: [1195, 1483, 1303, 1495]
- quote-mark-icon: ❝: [476, 16, 504, 44]
- sudoku-row: [95, 1783, 323, 1805]
- shasana-col-1: ଟୁଇଟରରେ ଅତିରିକ୍ତ ମୁଖ୍ୟ ସଚିବ ପ୍ରଦୀପ ଜେନାଙ୍କୁ ଗୋଟେ ସୂଚନା ଯେ ସମାଧାନର ବାଟକୁ ଏତେ ଶୀଘ୍ର ଖୋଜିବାରେ ତାଙ୍କ ଭୂମିକା ପ୍ରଶଂସନୀୟ। ବନ୍ୟାଗ୍ରସ୍ତ ଗ୍ରାମବାସୀ ଭୁଖରେ ରହିଥିଲେ ଏବଂ ସେମାନଙ୍କ ଦାବି ଶୁଣାଯାଉ ନଥିଲା। ୨୫ ଫେବ୍ରୁଆରୀରେ ଗୋଟିଏ ଖବର ପ୍ରକାଶ ପାଇଥିଲା ଯେ ଗାଁଲୋକ ଜମି ଓ ଘର ହରାଇ ଅନିଶ୍ଚିତ ଭବିଷ୍ୟତ ଆଡ଼କୁ ଚାହିଁ ରହିଛନ୍ତି। ସରକାରୀ କାର୍ଯ୍ୟାଳୟରେ ବାରମ୍ବାର ଯାଇ ମଧ୍ୟ କୌଣସି ସମାଧାନ ମିଳୁନଥିଲା। ଏହି ଖବର ପ୍ରକାଶ ପାଇବା ପରେ ପ୍ରଶାସନ ସକ୍ରିୟ ହୋଇ ତତ୍କାଳ ପଦକ୍ଷେପ ନେଇଥିଲା। ମାର୍ଚ୍ଚ ୩ ତାରିଖରେ ଗ୍ରାମବାସୀଙ୍କ ସହ ଆଲୋଚନା କରାଯାଇଥିଲା। ଏହା ଦର୍ଶାଏ ଯେ ସୂଚନା ପ୍ରଯୁକ୍ତିର ଶକ୍ତି କେତେ ପ୍ରଭାବଶାଳୀ। ଯଦି ପ୍ରତ୍ୟେକ ନାଗରିକ ସଚେତନ ହୋଇ ଏହି ମାଧ୍ୟମକୁ ଉପଯୋଗ କରନ୍ତି, ତେବେ ଶାସନ ଅଧିକ ସ୍ୱଚ୍ଛ ଓ ଉତ୍ତରଦାୟୀ ହୋଇପାରିବ। ତେବେ ଏହାର ଅନ୍ୟ ଏକ ଦିଗ ମଧ୍ୟ ରହିଛି। ସୋସିଆଲ ମିଡିଆରେ ପ୍ରସାରିତ ଭୁଲ ସୂଚନା ଓ ଗୁଜବ ସମାଜ ପାଇଁ ବିପଜ୍ଜନକ ହୋଇପାରେ।: [412, 268, 664, 512]
- sudoku-cell[interactable]: [95, 1762, 121, 1784]
- past25-number: ୨୫: [60, 1494, 101, 1535]
- registration-mark: C M K: [1478, 1020, 1488, 1050]
- readers-pen-icon: [702, 1760, 738, 1796]
- solution-cell: 8: [305, 2039, 318, 2053]
- sudoku-cell[interactable]: [146, 1762, 172, 1784]
- solution-cell: 9: [201, 2039, 214, 2053]
- solution-cell: 4: [305, 1969, 318, 1983]
- solution-cell: 9: [305, 2053, 318, 2067]
- sudoku-cell[interactable]: [222, 1783, 248, 1805]
- column-rule: [405, 120, 406, 2120]
- shasana-col-2: ଏବଂ ତା' ସହିତ ଆବୃତ୍ତି କରିଲେ ଯେ ରିପୋର୍ଟରୁ ଜଣାପଡ଼ୁଛି ଯେ ସମସ୍ତ ବିଭାଗ ଏକାଠି କାମ କରିବା ଆବଶ୍ୟକ। ଟ୍ୱିଟର ଓ ଫେସବୁକ ଭଳି ପ୍ଲାଟଫର୍ମରେ ଅଭିଯୋଗ କଲେ ତୁରନ୍ତ ପ୍ରତିକ୍ରିୟା ମିଳୁଛି, ଯାହା ପୂର୍ବରୁ ମାସ ମାସ ଧରି ଅପେକ୍ଷା କରିବାକୁ ପଡ଼ୁଥିଲା। ମୁଖ୍ୟମନ୍ତ୍ରୀଙ୍କ କାର୍ଯ୍ୟାଳୟ ମଧ୍ୟ ଏଥିପ୍ରତି ଧ୍ୟାନ ଦେଉଛି। କିନ୍ତୁ ପ୍ରଶ୍ନ ହେଉଛି, ଯେଉଁମାନଙ୍କ ପାଖରେ ସ୍ମାର୍ଟଫୋନ ନାହିଁ ବା ଇଣ୍ଟରନେଟ୍ ସୁବିଧା ନାହିଁ, ସେମାନଙ୍କ ଅଭିଯୋଗ କିଏ ଶୁଣିବ? ଗ୍ରାମାଞ୍ଚଳରେ ଏବେ ବି ବହୁ ଲୋକ ଡିଜିଟାଲ ଜ୍ଞାନରୁ ବଞ୍ଚିତ। ଅତଏବ ଶାସନ ବ୍ୟବସ୍ଥାକୁ ଏପରି ଗଢ଼ିବାକୁ ପଡ଼ିବ ଯେଉଁଥିରେ ସମସ୍ତଙ୍କ ସ୍ୱର ଶୁଣାଯିବ। ‘ସୁଶାସନ କହିଲେ ଯେତେ ସମୟ ଓ ଅର୍ଥ ସାଶ୍ରୟ ହେଉଛି, ତାହା ପ୍ରଶଂସନୀୟ’ ବୋଲି ମତ ଦିଆଯାଉଛି। ଅନ୍ୟ ପକ୍ଷରେ ପ୍ରଶାସନକୁ ଲୋକାଭିମୁଖୀ କରିବା ପାଇଁ ଅଧିକ ପଦକ୍ଷେପ ଆବଶ୍ୟକ।: [674, 268, 926, 469]
- sudoku-cell[interactable]: [298, 1762, 324, 1784]
- sudoku-cell[interactable]: [273, 1869, 298, 1890]
- column-rule: [1090, 1800, 1091, 2040]
- column-rule: [1193, 268, 1194, 948]
- star-emblem-icon: [420, 16, 460, 56]
- section-label: ସମ୍ପାଦକୀୟ: [1150, 22, 1400, 82]
- solution-cell: 7: [201, 2053, 214, 2067]
- sudoku-cell[interactable]: [298, 1826, 324, 1848]
- solution-cell: 3: [279, 2039, 292, 2053]
- past25-label: ବର୍ଷ ତଳର: [136, 1504, 216, 1528]
- registration-mark: C M K: [12, 2210, 22, 2240]
- letter3-body: ସଂସଦରେ ପାରିତ ହୋଇ ରାଷ୍ଟ୍ରପତିଙ୍କ ଅନୁମୋଦନ ଲାଭ କରିସାରିଛି। ଏହାକୁ ନେଇ ଦେଶର ବିଭିନ୍ନ ସ୍ଥାନରେ ବିକ୍ଷୋଭ ପ୍ରଦର୍ଶନ ହେଉଛି। ସରକାର କହୁଛନ୍ତି ଯେ ଏହି ଆଇନ କାହାର ନାଗରିକତ୍ୱ ଛଡ଼ାଇବା ପାଇଁ ନୁହେଁ, ବରଂ ନାଗରିକତ୍ୱ ଦେବା ପାଇଁ। ତେବେ ବିରୋଧୀ ଦଳ ଏହାକୁ ସମ୍ବିଧାନ ବିରୋଧୀ ବୋଲି କହୁଛନ୍ତି। ଏକ ଗଣତାନ୍ତ୍ରିକ ଦେଶରେ ସମସ୍ତ ନାଗରିକ ସମାନ ଅଧିକାର ପାଇବାକୁ ହକଦାର। ଧର୍ମ, ଜାତି କିମ୍ବା ଭାଷା ଆଧାରରେ ଭେଦଭାବ କରାଯିବା ଉଚିତ ନୁହେଁ। ସରକାର ଏ ଦିଗରେ ସମସ୍ତଙ୍କ ସହ ଆଲୋଚନା କରି ନିଷ୍ପତ୍ତି ନେବା ଆବଶ୍ୟକ।: [1096, 1802, 1454, 1902]
- past25-item: ଗୁଜରାଟର ପ୍ରଥମ ଭାରତୀୟ ଜନତା ପାର୍ଟି ମୁଖ୍ୟମନ୍ତ୍ରୀ ଭାବେ କେଶୁଭାଇ ପଟେଲ ଶପଥ ଗ୍ରହଣ କରିଛନ୍ତି।: [44, 1616, 396, 1644]
- sudoku-cell[interactable]: [197, 1869, 222, 1890]
- solution-cell: 6: [279, 1997, 292, 2011]
- footer-address: ପାଠକ ଶ୍ରେଷ୍ଠ ବିଚାରକ ସ୍ତମ୍ଭ ପାଇଁ ଚିଠି ପଠାଇବାର ଠିକଣା: ସମ୍ପାଦକ, ଧରିତ୍ରୀ, ବି-୨୬, ଇଣ୍ଡଷ୍ଟ୍ରିଆଲ ଏଷ୍ଟେଟ, ଭୁବନେଶ୍ୱର-୭୫୧୦୧୦: [767, 2051, 1364, 2064]
- solution-cell: 7: [227, 1941, 240, 1955]
- solution-row: [201, 1983, 318, 1997]
- poem-line: (ମଧୁ-ବିବାହ): [1390, 1707, 1440, 1719]
- solution-cell: 2: [240, 1997, 253, 2011]
- letter1-greeting: ମହାଶୟ,: [412, 1828, 450, 1841]
- sudoku-cell[interactable]: [171, 1847, 197, 1869]
- gai-headline: ଗାଈ ଖାଇଲେ ଫେରାଦି: [540, 958, 957, 1014]
- solution-cell: 2: [227, 2025, 240, 2039]
- subhead-tax-politics: ଟିକସ ରାଜନୀତି: [166, 893, 278, 917]
- sudoku-cell[interactable]: [121, 1719, 146, 1741]
- solution-cell: 1: [305, 1997, 318, 2011]
- poem-line: ବଧାଇ ଭରେ ଜୁଳକାର: [1195, 1451, 1282, 1463]
- sudoku-cell[interactable]: 5: [298, 1783, 324, 1805]
- letter3-author: ଯଦୁନାଥ ସାହୁ, ସାବରଙ୍ଗ, ଭଦ୍ରକ: [1311, 2024, 1454, 2037]
- sudoku-cell[interactable]: [298, 1890, 324, 1912]
- solution-row: [201, 2011, 318, 2025]
- letter1-body: ଭାରତ ବର୍ଷରେ ବିଧାନସଭା ନିର୍ବାଚନରେ ୩ ଥର ହିଁ ସେ ୧୪ ବର୍ଷ ଥିଲେ। ଏହାପରେ ସୁପ୍ରିମକୋର୍ଟ କହିଛନ୍ତି ଯେ ରାଜନୈତିକ ଦଳମାନେ ଅପରାଧୀ ପୃଷ୍ଠଭୂମି ଥିବା ପ୍ରାର୍ଥୀଙ୍କ ତଥ୍ୟ ପ୍ରକାଶ କରିବେ। ଏହା ଏକ ସ୍ୱାଗତଯୋଗ୍ୟ ପଦକ୍ଷେପ। ଗଣତନ୍ତ୍ରକୁ ସୁରକ୍ଷିତ ରଖିବା ପାଇଁ ଅପରାଧୀମାନଙ୍କୁ ରାଜନୀତିରୁ ଦୂରେଇ ରଖିବା ଜରୁରୀ। ନିର୍ବାଚନ କମିଶନ ଏହାକୁ କଡ଼ାକଡ଼ି ଭାବେ କାର୍ଯ୍ୟକାରୀ କରିବା ଉଚିତ। ଭୋଟରମାନେ ମଧ୍ୟ ସଚେତନ ହୋଇ ଯୋଗ୍ୟ ପ୍ରାର୍ଥୀଙ୍କୁ ଭୋଟ ଦେବା ଆବଶ୍ୟକ। ଯେଉଁ ଦଳ ଅପରାଧୀଙ୍କୁ ଟିକେଟ ଦେବ, ସେହି ଦଳର ସ୍ୱୀକୃତି ରଦ୍ଦ କରିବା ଉଚିତ।: [412, 1842, 740, 1956]
- ei-bharatare-title: ଏଇ ଭାରତରେ: [1180, 960, 1380, 986]
- page-number: ୬: [1416, 26, 1444, 77]
- solution-cell: 7: [214, 1997, 227, 2011]
- divider: [1045, 1776, 1455, 1778]
- daily-quote: ଗୋଟିଏ ମୁହୂର୍ତ୍ତ ଲାଗି ମଧ୍ୟ ଭୁଲିଯାଅନାହିଁ ଯେ, ଏସବୁ କିଛି କେବଳ ଭଗବାନ ହିଁ ନିଜ ଭିତରୁ ନିଜେ ସୃଷ୍ଟି କରିଛନ୍ତି। ସେ ଯେ କେବଳ ସର୍ବତ୍ର ଉପସ୍ଥିତ ଅଛନ୍ତି– ତା'ନୁହେଁ ବରଂ କିଛୁ ହିଁ ତ ସେ ହିଁ ସବୁ ହୋଇଛନ୍ତି– ପାର୍ଥକ୍ୟ କେବଳ ରହିଛି– ପ୍ରକାଶ ଓ ଅଭିବ୍ୟକ୍ତିରେ। ଯଦି ତୁମେ ଏହିକି କେବେ ଭୁଲି ଯାଅ– ତେବେ ତୁମେ ସବୁ କିଛି ହରାଇ ବସିବ।: [530, 12, 1103, 56]
- chirantani-poem: [1195, 1449, 1440, 1737]
- solution-cell: 5: [201, 1941, 214, 1955]
- divider: [410, 1776, 700, 1778]
- solution-cell: 4: [227, 1997, 240, 2011]
- solution-cell: 2: [292, 2011, 305, 2025]
- shasana-headline: ଶାସନର ଜାଲ, ଜାଲର ଶାସନ: [720, 135, 1427, 208]
- sudoku-cell[interactable]: [298, 1869, 324, 1890]
- letter2-body: ନାଗରିକତ୍ୱ ସଂଶୋଧନ ଆଇନ ଲାଗି ଏନଆରସି ଓ ଏନପିଆର ଆଇନ: [752, 2004, 1033, 2017]
- solution-cell: 3: [292, 1997, 305, 2011]
- solution-cell: 8: [292, 1983, 305, 1997]
